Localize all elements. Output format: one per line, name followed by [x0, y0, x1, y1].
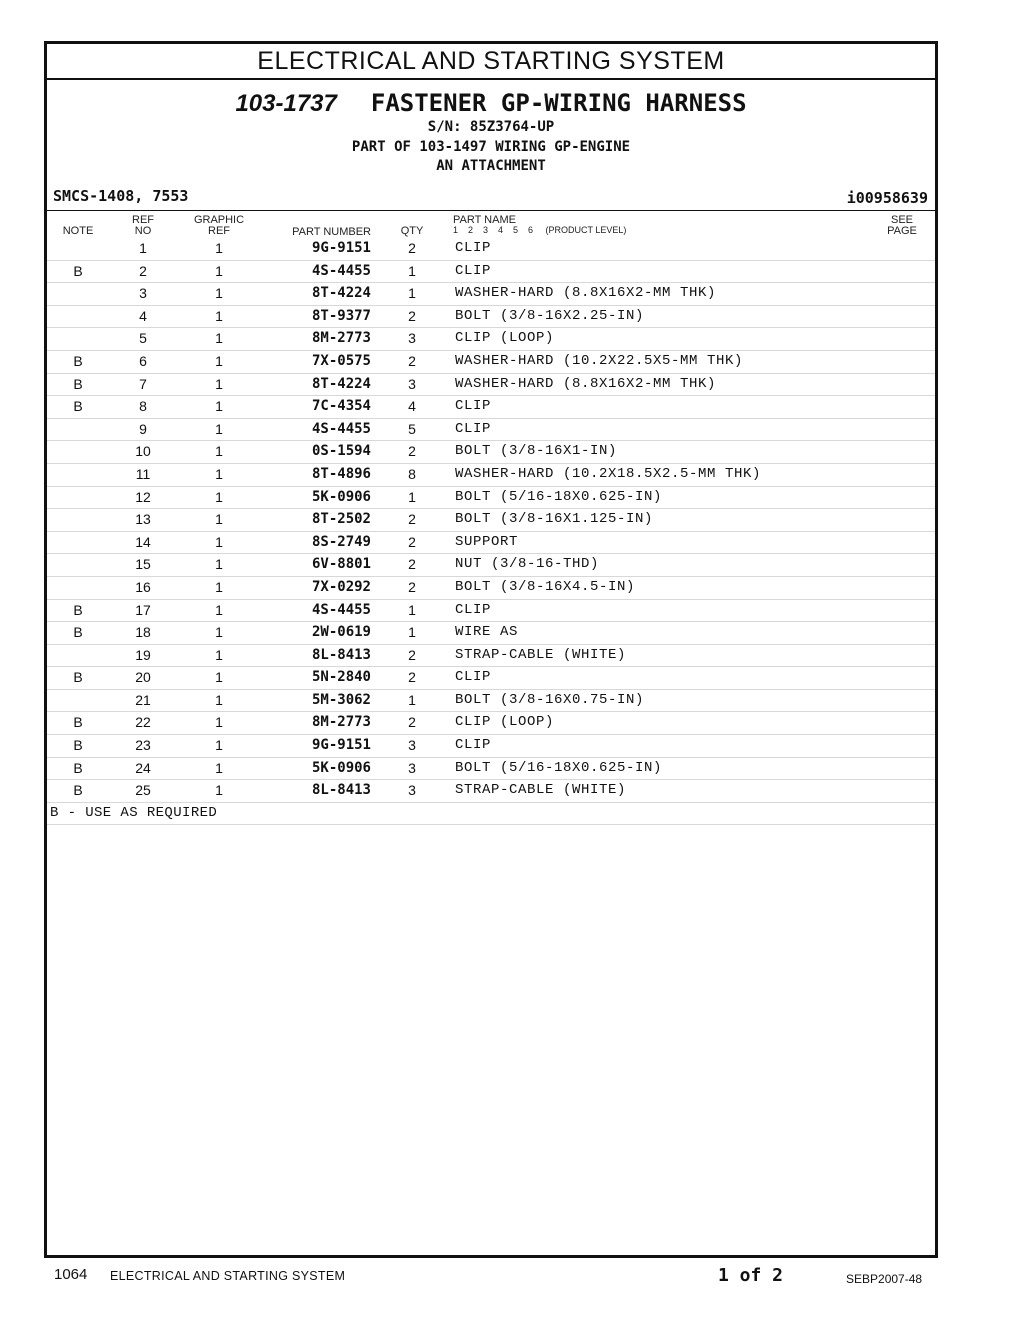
row-graphic-ref: 1: [215, 782, 223, 799]
row-note: B: [73, 601, 83, 618]
row-qty: 1: [408, 624, 416, 641]
row-note: B: [73, 737, 83, 754]
row-qty: 2: [408, 352, 416, 369]
row-qty: 2: [408, 578, 416, 595]
col-graphic-bottom: REF: [208, 225, 230, 237]
row-part-number: 8T-4224: [311, 285, 371, 302]
row-part-number: 8L-8413: [311, 782, 371, 799]
row-graphic-ref: 1: [215, 443, 223, 460]
row-qty: 2: [408, 240, 416, 256]
table-row: [47, 374, 935, 397]
product-levels: 1 2 3 4 5 6 (PRODUCT LEVEL): [453, 225, 627, 235]
row-qty: 3: [408, 759, 416, 776]
row-part-name: SUPPORT: [455, 533, 519, 550]
table-row: [47, 712, 935, 735]
row-part-name: WASHER-HARD (10.2X22.5X5-MM THK): [455, 352, 744, 369]
row-note: B: [73, 669, 83, 686]
row-ref: 21: [135, 691, 151, 708]
row-part-number: 8T-4896: [311, 465, 371, 482]
row-qty: 3: [408, 375, 416, 392]
row-part-name: CLIP: [455, 262, 492, 279]
row-part-name: CLIP: [455, 669, 492, 686]
row-graphic-ref: 1: [215, 352, 223, 369]
col-ref-top: REF: [132, 214, 154, 226]
row-part-name: NUT (3/8-16-THD): [455, 556, 600, 573]
row-part-name: WASHER-HARD (8.8X16X2-MM THK): [455, 375, 717, 392]
row-part-number: 9G-9151: [311, 737, 371, 754]
row-note: B: [73, 262, 83, 279]
row-graphic-ref: 1: [215, 556, 223, 573]
row-ref: 13: [135, 511, 151, 528]
row-part-number: 5M-3062: [311, 691, 371, 708]
row-qty: 2: [408, 511, 416, 528]
row-part-name: CLIP (LOOP): [455, 330, 555, 347]
header-divider: [47, 210, 935, 211]
row-graphic-ref: 1: [215, 285, 223, 302]
row-note: B: [73, 624, 83, 641]
row-graphic-ref: 1: [215, 420, 223, 437]
row-graphic-ref: 1: [215, 511, 223, 528]
row-qty: 1: [408, 601, 416, 618]
row-part-number: 4S-4455: [311, 420, 371, 437]
row-graphic-ref: 1: [215, 240, 223, 256]
row-graphic-ref: 1: [215, 737, 223, 754]
table-row: [47, 328, 935, 351]
parts-table: [47, 238, 935, 825]
row-qty: 1: [408, 262, 416, 279]
row-part-number: 6V-8801: [311, 556, 371, 573]
table-row: [47, 577, 935, 600]
row-part-number: 5K-0906: [311, 488, 371, 505]
table-row: [47, 554, 935, 577]
table-row: [47, 645, 935, 668]
row-part-name: STRAP-CABLE (WHITE): [455, 646, 627, 663]
row-qty: 2: [408, 669, 416, 686]
col-see-top: SEE: [890, 214, 913, 226]
row-graphic-ref: 1: [215, 624, 223, 641]
row-qty: 1: [408, 488, 416, 505]
row-graphic-ref: 1: [215, 714, 223, 731]
row-part-number: 8S-2749: [311, 533, 371, 550]
group-part-number: 103-1737: [235, 90, 337, 117]
page-frame: [44, 41, 938, 1258]
table-row: [47, 283, 935, 306]
table-row: [47, 667, 935, 690]
row-ref: 23: [135, 737, 151, 754]
row-part-number: 8M-2773: [311, 714, 371, 731]
row-ref: 3: [139, 285, 147, 302]
footer-section: ELECTRICAL AND STARTING SYSTEM: [110, 1269, 346, 1283]
row-note: B: [73, 714, 83, 731]
row-qty: 1: [408, 285, 416, 302]
row-qty: 3: [408, 330, 416, 347]
row-ref: 8: [139, 398, 147, 415]
row-ref: 16: [135, 578, 151, 595]
row-part-number: 9G-9151: [311, 240, 371, 256]
row-part-number: 8T-4224: [311, 375, 371, 392]
col-part-name: PART NAME: [453, 214, 516, 226]
row-graphic-ref: 1: [215, 533, 223, 550]
table-row: [47, 441, 935, 464]
row-graphic-ref: 1: [215, 488, 223, 505]
page-number: 1064: [54, 1266, 88, 1283]
row-part-name: WASHER-HARD (8.8X16X2-MM THK): [455, 285, 717, 302]
smcs-code: SMCS-1408, 7553: [53, 187, 189, 205]
row-ref: 14: [135, 533, 151, 550]
row-part-number: 8M-2773: [311, 330, 371, 347]
table-row: [47, 600, 935, 623]
row-part-number: 8T-9377: [311, 307, 371, 324]
row-qty: 8: [408, 465, 416, 482]
row-part-number: 4S-4455: [311, 262, 371, 279]
row-part-number: 8L-8413: [311, 646, 371, 663]
row-part-name: STRAP-CABLE (WHITE): [455, 782, 627, 799]
col-part-number: PART NUMBER: [292, 226, 371, 238]
row-qty: 5: [408, 420, 416, 437]
row-ref: 10: [135, 443, 151, 460]
row-graphic-ref: 1: [215, 759, 223, 776]
row-note: B: [73, 759, 83, 776]
row-part-name: BOLT (3/8-16X1-IN): [455, 443, 618, 460]
attachment-line: AN ATTACHMENT: [436, 158, 546, 174]
row-part-name: WIRE AS: [455, 624, 519, 641]
row-ref: 17: [135, 601, 151, 618]
table-row: [47, 261, 935, 284]
row-graphic-ref: 1: [215, 307, 223, 324]
row-part-number: 7X-0575: [311, 352, 371, 369]
row-ref: 6: [139, 352, 147, 369]
row-ref: 2: [139, 262, 147, 279]
row-qty: 2: [408, 533, 416, 550]
row-qty: 3: [408, 782, 416, 799]
table-row: [47, 735, 935, 758]
table-row: [47, 690, 935, 713]
row-graphic-ref: 1: [215, 578, 223, 595]
table-row: [47, 532, 935, 555]
col-qty: QTY: [400, 225, 424, 237]
row-part-number: 0S-1594: [311, 443, 371, 460]
row-graphic-ref: 1: [215, 398, 223, 415]
row-graphic-ref: 1: [215, 375, 223, 392]
footnote: B - USE AS REQUIRED: [47, 803, 935, 826]
row-part-number: 4S-4455: [311, 601, 371, 618]
row-qty: 2: [408, 714, 416, 731]
row-note: B: [73, 782, 83, 799]
row-note: B: [73, 375, 83, 392]
col-graphic-top: GRAPHIC: [193, 214, 245, 226]
row-graphic-ref: 1: [215, 669, 223, 686]
table-row: [47, 351, 935, 374]
row-note: B: [73, 398, 83, 415]
row-part-number: 5K-0906: [311, 759, 371, 776]
row-graphic-ref: 1: [215, 330, 223, 347]
group-heading: [47, 88, 935, 119]
row-qty: 2: [408, 556, 416, 573]
row-ref: 4: [139, 307, 147, 324]
row-qty: 4: [408, 398, 416, 415]
row-ref: 1: [139, 240, 147, 256]
page-of: 1 of 2: [718, 1265, 784, 1286]
row-part-name: CLIP: [455, 398, 492, 415]
row-ref: 7: [139, 375, 147, 392]
row-qty: 2: [408, 307, 416, 324]
table-row: [47, 464, 935, 487]
row-part-number: 2W-0619: [311, 624, 371, 641]
row-part-name: CLIP: [455, 420, 492, 437]
table-row: [47, 509, 935, 532]
row-ref: 18: [135, 624, 151, 641]
row-part-name: BOLT (3/8-16X0.75-IN): [455, 691, 645, 708]
table-row: [47, 758, 935, 781]
row-ref: 19: [135, 646, 151, 663]
row-part-name: BOLT (3/8-16X4.5-IN): [455, 578, 636, 595]
row-part-name: CLIP: [455, 601, 492, 618]
row-part-name: BOLT (3/8-16X1.125-IN): [455, 511, 654, 528]
group-part-name: FASTENER GP-WIRING HARNESS: [370, 89, 747, 117]
col-ref-bottom: NO: [134, 225, 152, 237]
row-part-name: BOLT (3/8-16X2.25-IN): [455, 307, 645, 324]
row-ref: 5: [139, 330, 147, 347]
row-graphic-ref: 1: [215, 691, 223, 708]
col-note: NOTE: [62, 225, 94, 237]
row-graphic-ref: 1: [215, 465, 223, 482]
row-part-name: BOLT (5/16-18X0.625-IN): [455, 488, 663, 505]
row-graphic-ref: 1: [215, 646, 223, 663]
row-qty: 2: [408, 443, 416, 460]
table-row: [47, 396, 935, 419]
serial-number: S/N: 85Z3764-UP: [427, 119, 555, 135]
row-ref: 15: [135, 556, 151, 573]
table-row: [47, 419, 935, 442]
table-row: [47, 780, 935, 803]
row-ref: 24: [135, 759, 151, 776]
row-graphic-ref: 1: [215, 262, 223, 279]
table-row: [47, 306, 935, 329]
row-ref: 25: [135, 782, 151, 799]
row-qty: 3: [408, 737, 416, 754]
row-note: B: [73, 352, 83, 369]
row-qty: 2: [408, 646, 416, 663]
row-part-name: CLIP (LOOP): [455, 714, 555, 731]
row-ref: 22: [135, 714, 151, 731]
publication-number: SEBP2007-48: [846, 1272, 923, 1286]
table-row: [47, 622, 935, 645]
row-qty: 1: [408, 691, 416, 708]
table-row: [47, 487, 935, 510]
row-ref: 12: [135, 488, 151, 505]
part-of-line: PART OF 103-1497 WIRING GP-ENGINE: [351, 139, 631, 155]
row-ref: 20: [135, 669, 151, 686]
col-see-bottom: PAGE: [887, 225, 917, 237]
row-part-name: CLIP: [455, 240, 492, 256]
row-part-number: 8T-2502: [311, 511, 371, 528]
row-ref: 11: [135, 465, 151, 482]
row-part-name: BOLT (5/16-18X0.625-IN): [455, 759, 663, 776]
row-part-name: WASHER-HARD (10.2X18.5X2.5-MM THK): [455, 465, 762, 482]
row-graphic-ref: 1: [215, 601, 223, 618]
row-ref: 9: [139, 420, 147, 437]
row-part-name: CLIP: [455, 737, 492, 754]
illustration-id: i00958639: [846, 189, 928, 207]
table-row: [47, 238, 935, 261]
row-part-number: 7X-0292: [311, 578, 371, 595]
row-part-number: 7C-4354: [311, 398, 371, 415]
row-part-number: 5N-2840: [311, 669, 371, 686]
section-title: ELECTRICAL AND STARTING SYSTEM: [47, 44, 935, 80]
